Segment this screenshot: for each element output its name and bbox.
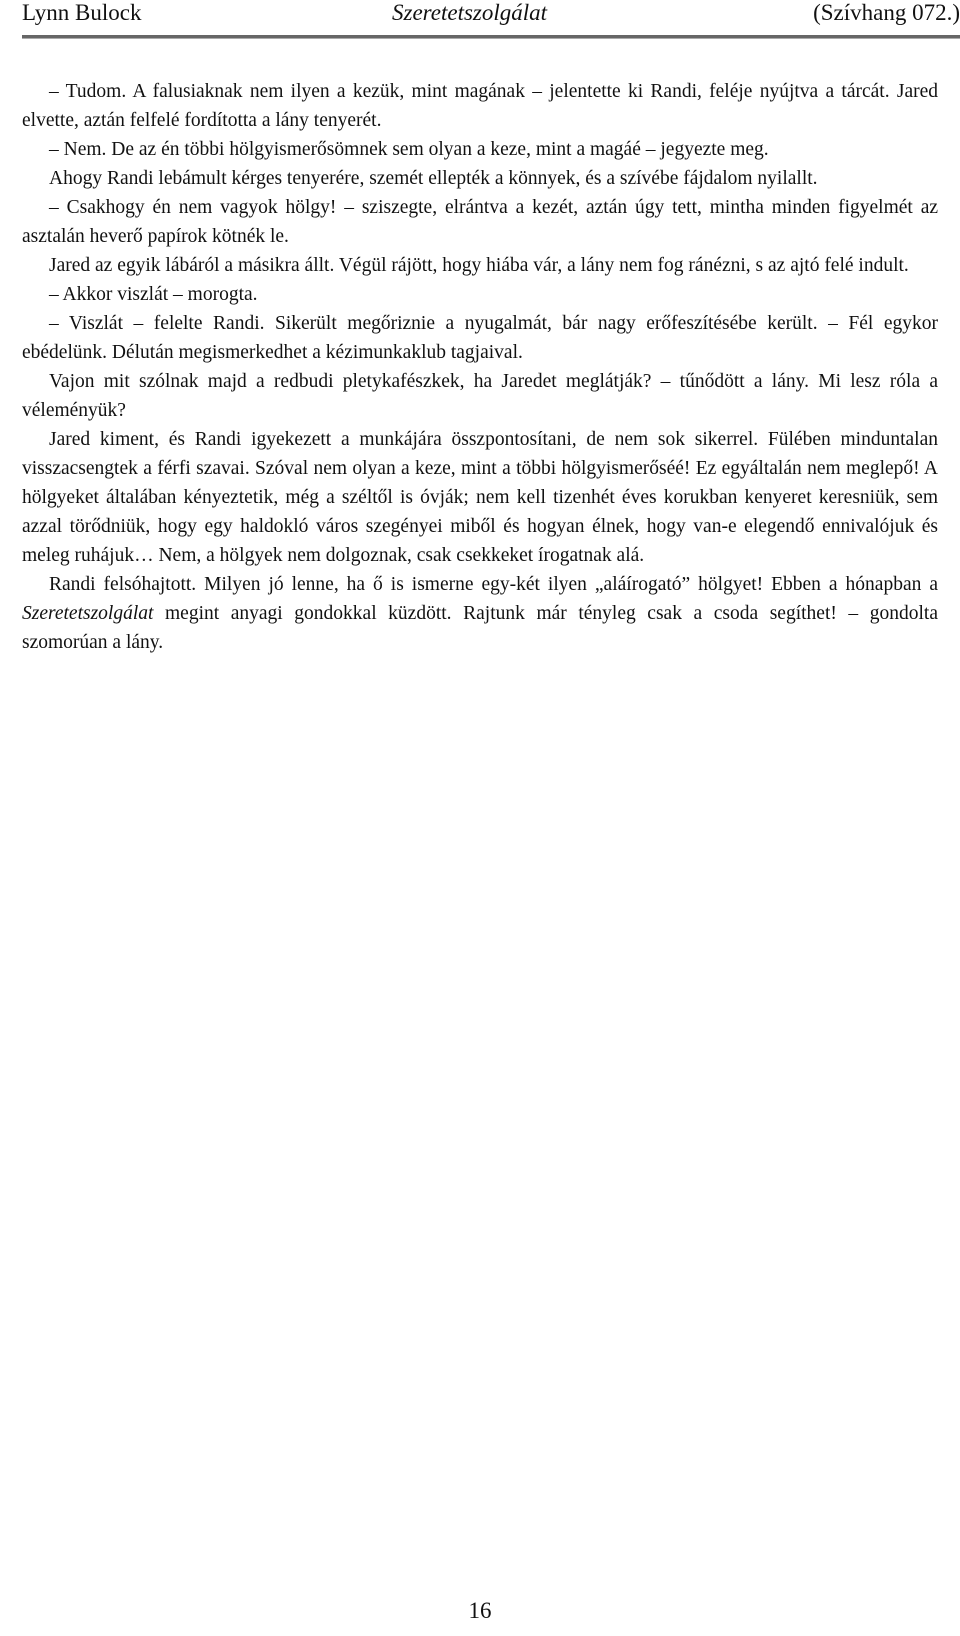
italic-book-title: Szeretetszolgálat xyxy=(22,603,154,624)
paragraph-text: Randi felsóhajtott. Milyen jó lenne, ha ő is ismerne egy-két ilyen „aláírogató” hölgyet! Ebben a hónapban a xyxy=(49,574,938,595)
header-rule xyxy=(22,35,960,39)
header-book-title: Szeretetszolgálat xyxy=(392,0,548,25)
paragraph: Vajon mit szólnak majd a redbudi pletykafészkek, ha Jaredet meglátják? – tűnődött a lány. Mi lesz róla a véleményük? xyxy=(22,371,938,421)
paragraph: – Csakhogy én nem vagyok hölgy! – sziszegte, elrántva a kezét, aztán úgy tett, mintha minden figyelmét az asztalán heverő papírok kötnék le. xyxy=(22,197,938,247)
header-author: Lynn Bulock xyxy=(22,0,142,25)
header-series: (Szívhang 072.) xyxy=(813,0,960,25)
paragraph xyxy=(22,570,938,657)
paragraph: – Tudom. A falusiaknak nem ilyen a kezük, mint magának – jelentette ki Randi, feléje nyújtva a tárcát. Jared elvette, aztán felfelé fordította a lány tenyerét. xyxy=(22,81,938,131)
paragraph: – Nem. De az én többi hölgyismerősömnek sem olyan a keze, mint a magáé – jegyezte meg. xyxy=(49,139,769,160)
paragraph: Jared kiment, és Randi igyekezett a munkájára összpontosítani, de nem sok sikerrel. Fülében minduntalan visszacsengtek a férfi szavai. Szóval nem olyan a keze, mint a többi hölgyismerőséé! Ez egyáltalán nem meglepő! A hölgyeket általában kényeztetik, még a széltől is óvják; nem kell tizenhét éves korukban kenyeret keresniük, sem azzal törődniük, hogy egy haldokló város szegényei miből és hogyan élnek, hogy van-e elegendő ennivalójuk és meleg ruhájuk… Nem, a hölgyek nem dolgoznak, csak csekkeket írogatnak alá. xyxy=(22,429,938,566)
paragraph: Ahogy Randi lebámult kérges tenyerére, szemét ellepték a könnyek, és a szívébe fájdalom nyilallt. xyxy=(49,168,818,189)
running-header xyxy=(22,0,960,26)
body-text xyxy=(22,77,938,657)
paragraph: – Akkor viszlát – morogta. xyxy=(49,284,258,305)
paragraph: Jared az egyik lábáról a másikra állt. Végül rájött, hogy hiába vár, a lány nem fog ránézni, s az ajtó felé indult. xyxy=(49,255,909,276)
paragraph-text: megint anyagi gondokkal küzdött. Rajtunk már tényleg csak a csoda segíthet! – gondolta szomorúan a lány. xyxy=(22,603,938,653)
page-number: 16 xyxy=(468,1598,492,1623)
paragraph: – Viszlát – felelte Randi. Sikerült megőriznie a nyugalmát, bár nagy erőfeszítésébe került. – Fél egykor ebédelünk. Délután megismerkedhet a kézimunkaklub tagjaival. xyxy=(22,313,938,363)
